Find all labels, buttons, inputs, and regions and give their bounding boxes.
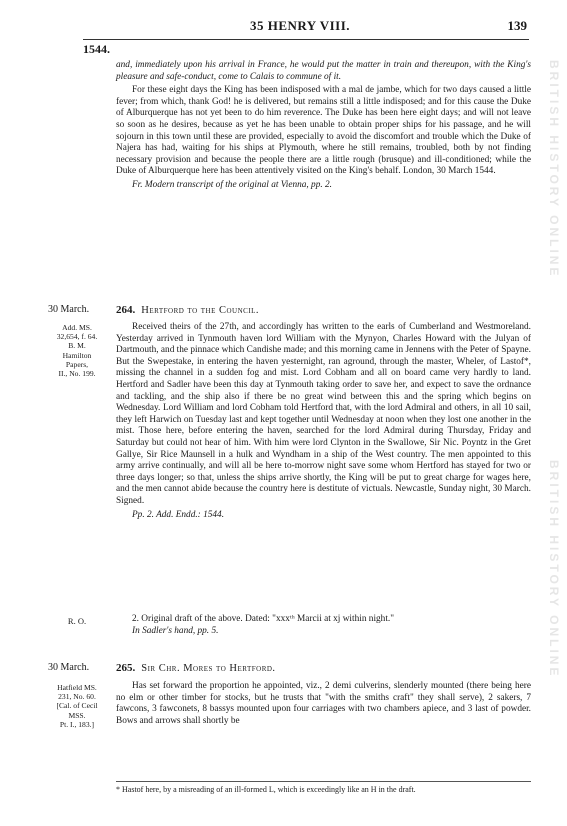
margin-year: 1544. [83, 42, 110, 56]
entry-265-number: 265. [116, 662, 136, 674]
entry-264-title: Hertford to the Council. [141, 305, 260, 316]
ref-line: Hamilton [62, 350, 92, 360]
entry-264-number: 264. [116, 304, 136, 316]
intro-source-note: Fr. Modern transcript of the original at Vienna, pp. 2. [132, 179, 332, 190]
watermark-upper: BRITISH HISTORY ONLINE [547, 60, 561, 279]
ref-line: Papers, [65, 359, 89, 369]
entry-265-date: 30 March. [48, 662, 90, 673]
entry-264-endorsement: Pp. 2. Add. Endd.: 1544. [132, 509, 225, 520]
entry-265-body: Has set forward the proportion he appointed, viz., 2 demi culverins, slenderly mounted (there being here no elm or other timber for stocks, but he trusts that "with the smiths craft" they shall serve), 2 sakers, 7 fawcons, 3 fawconets, 8 bassys mounted upon four carriages with two chambers apiece, and 3 last of powder. Bows and arrows shall shortly be [116, 681, 531, 726]
ref-line: 231, No. 60. [58, 692, 96, 702]
entry-265-reference [44, 683, 110, 729]
draft-reference: R. O. [67, 616, 87, 626]
entry-264-body: Received theirs of the 27th, and accordingly has written to the earls of Cumberland and Westmoreland. Yesterday arrived in Tynmouth haven lord William with the Mynyon, Charles Howard with the Julyan of Dartmouth, and the pinnace which Candishe made; and this morning came in Jennens with the Peter of Spayne. But the Swepestake, in entering the haven yesternight, ran aground, through the master, Wheler, of Lastof*, missing the channel in a sudden fog and mist. Lord Cobham and all on board came very hardly to land. Hertford and Sadler have been this day at Tynmouth taking order to save her, and expect to save the ordnance and tackling, and the ship also if there be no great wind between this and the spring which begins on Wednesday. Lord William and lord Cobham told Hertford that, with the lord Admiral and others, in all 10 sail, they left Harwich on Tuesday last and kept together until Wednesday at noon when they lost one another in the mist. Those here, before entering the haven, searched for the lord Admiral during Thursday, Friday and Saturday but could not hear of him. With him were lord Clynton in the Swallowe, Sir Nic. Poyntz in the Gret Gallye, Sir Rice Maunsell in a hulk and Wyndham in a ship of the West country. The men appointed to this army arrive continually, and will all be here to-morrow night save some whom Hertford has stayed for two or three days longer; so that, unless the ships arrive shortly, the King will be put to great charge for wages here, and the men cannot abide because the country here is destitute of victuals. Newcastle, Sunday night, 30 March. Signed. [116, 322, 531, 506]
entry-264-body-block [116, 322, 531, 521]
entry-264-reference [44, 323, 110, 378]
running-title: 35 HENRY VIII. [249, 18, 351, 33]
footnote: * Hastof here, by a misreading of an ill-formed L, which is exceedingly like an H in the draft. [116, 785, 416, 794]
ref-line: [Cal. of Cecil [56, 701, 98, 711]
entry-264-heading [116, 304, 531, 316]
ref-line: 32,654, f. 64. [56, 332, 98, 342]
entry-265-body-block [116, 681, 531, 727]
draft-text: 2. Original draft of the above. Dated: "xxxᵗʰ Marcii at xj within night." [132, 614, 395, 624]
footnote-rule [116, 781, 531, 782]
entry-264-date: 30 March. [48, 304, 90, 315]
intro-paragraph-1: and, immediately upon his arrival in France, he would put the matter in train and thereupon, with the King's pleasure and safe-conduct, come to Calais to commune of it. [116, 60, 531, 82]
entry-265-title: Sir Chr. Mores to Hertford. [141, 663, 276, 674]
ref-line: MSS. [68, 710, 86, 720]
ref-line: B. M. [68, 341, 86, 351]
draft-block [116, 614, 531, 637]
header-rule [83, 39, 529, 40]
ref-line: Hatfield MS. [57, 683, 97, 692]
page-number: 139 [507, 18, 527, 33]
ref-line: Pt. I., 183.] [59, 719, 95, 729]
ref-line: Add. MS. [62, 323, 92, 332]
intro-paragraph-2: For these eight days the King has been indisposed with a mal de jambe, which for two days caused a little fever; from which, thank God! he is delivered, but remains still a little indisposed; and for this cause the Duke of Alburquerque has not yet been to do him reverence. The Duke has been here eight days; and will not leave so soon as he desires, because as yet he has been unable to obtain proper ships for his passage, and he will sojourn in this town until these are provided, especially to avoid the discomfort and trouble which the Duke of Najera has had, waiting for his ships at Plymouth, where he still remains, troubled, both by not finding necessary provision and because the people there are a little rough (brusque) and ill-conditioned; while the Duke of Alburquerque here has been attentively visited on the King's behalf. London, 30 March 1544. [116, 85, 531, 177]
draft-hand-note: In Sadler's hand, pp. 5. [132, 625, 219, 636]
ref-line: II., No. 199. [58, 369, 96, 379]
entry-265-heading [116, 662, 531, 674]
watermark-lower: BRITISH HISTORY ONLINE [547, 460, 561, 679]
intro-block [116, 60, 531, 192]
